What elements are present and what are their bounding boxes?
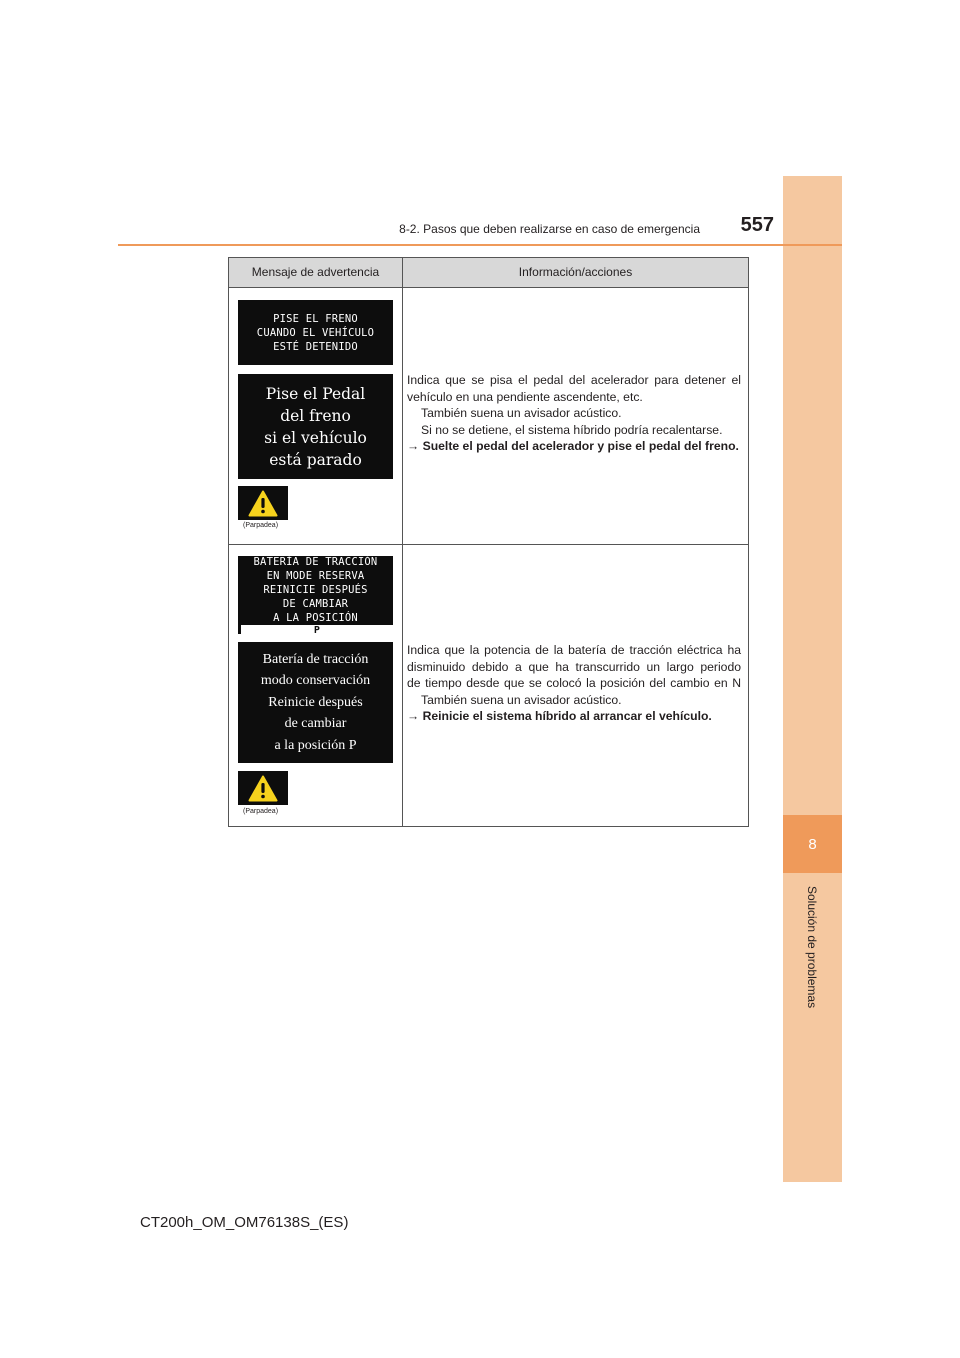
display-message-caps-brake: [238, 300, 393, 365]
document-code: CT200h_OM_OM76138S_(ES): [140, 1214, 349, 1231]
display-message-caps-battery: [238, 556, 393, 634]
action-text: Reinicie el sistema híbrido al arrancar el vehículo.: [422, 709, 712, 723]
column-divider: [402, 287, 403, 826]
info-line: vehículo en una pendiente ascendente, etc.: [407, 389, 643, 404]
display-line: DE CAMBIAR: [282, 597, 349, 610]
display-line: PISE EL FRENO: [273, 312, 358, 325]
display-message-large-brake: [238, 374, 393, 479]
display-line: CUANDO EL VEHÍCULO: [256, 326, 375, 339]
display-line: modo conservación: [260, 673, 371, 689]
chapter-number: 8: [808, 835, 817, 853]
display-line: REINICIE DESPUÉS: [263, 583, 368, 596]
chapter-tab: [783, 815, 842, 873]
info-line-indented: Si no se detiene, el sistema híbrido podría recalentarse.: [421, 422, 723, 437]
display-line: si el vehículo: [264, 428, 367, 447]
info-text-battery: [407, 642, 741, 725]
display-line: ESTÉ DETENIDO: [273, 340, 358, 353]
warning-triangle-icon: [248, 490, 278, 517]
column-header-info: Información/acciones: [518, 265, 633, 279]
display-line: de cambiar: [284, 716, 347, 732]
info-line: disminuido debido a que ha transcurrido un largo periodo: [407, 659, 741, 674]
info-line: Indica que se pisa el pedal del acelerador para detener el: [407, 373, 741, 387]
display-line: del freno: [280, 406, 351, 425]
display-line: está parado: [269, 450, 362, 469]
flashing-caption: (Parpadea): [243, 522, 279, 529]
display-line: Pise el Pedal: [265, 384, 366, 403]
display-line: a la posición P: [274, 737, 357, 753]
chapter-title: Solución de problemas: [805, 886, 819, 1009]
table-header-row: [229, 258, 748, 288]
info-line-indented: También suena un avisador acústico.: [421, 692, 622, 707]
info-text-brake: [407, 372, 741, 455]
park-position-badge: P: [241, 625, 393, 636]
section-title: 8-2. Pasos que deben realizarse en caso de emergencia: [399, 222, 700, 236]
header-rule: [118, 244, 842, 246]
flashing-caption: (Parpadea): [243, 808, 279, 815]
row-divider: [229, 544, 748, 545]
page-number: 557: [740, 214, 774, 236]
display-line-text: A LA POSICIÓN: [273, 611, 358, 624]
warning-triangle-icon: [248, 775, 278, 802]
action-text: Suelte el pedal del acelerador y pise el pedal del freno.: [422, 439, 739, 453]
display-line: Reinicie después: [268, 694, 363, 710]
display-line: EN MODE RESERVA: [266, 569, 365, 582]
column-header-message: Mensaje de advertencia: [229, 258, 403, 287]
display-line: BATERÍA DE TRACCIÓN: [253, 555, 378, 568]
info-line: de tiempo desde que se colocó la posición del cambio en N: [407, 676, 741, 690]
action-line: [407, 438, 741, 455]
display-line: [238, 611, 393, 636]
action-line: [407, 708, 741, 725]
info-line: Indica que la potencia de la batería de tracción eléctrica ha: [407, 643, 741, 657]
side-band: [783, 176, 842, 1182]
warning-light-box: [238, 486, 288, 520]
info-line-indented: También suena un avisador acústico.: [421, 406, 622, 420]
arrow-right-icon: →: [407, 709, 420, 723]
arrow-right-icon: →: [407, 439, 420, 453]
display-message-large-battery: [238, 642, 393, 763]
display-line: Batería de tracción: [262, 651, 369, 667]
warning-light-box: [238, 771, 288, 805]
